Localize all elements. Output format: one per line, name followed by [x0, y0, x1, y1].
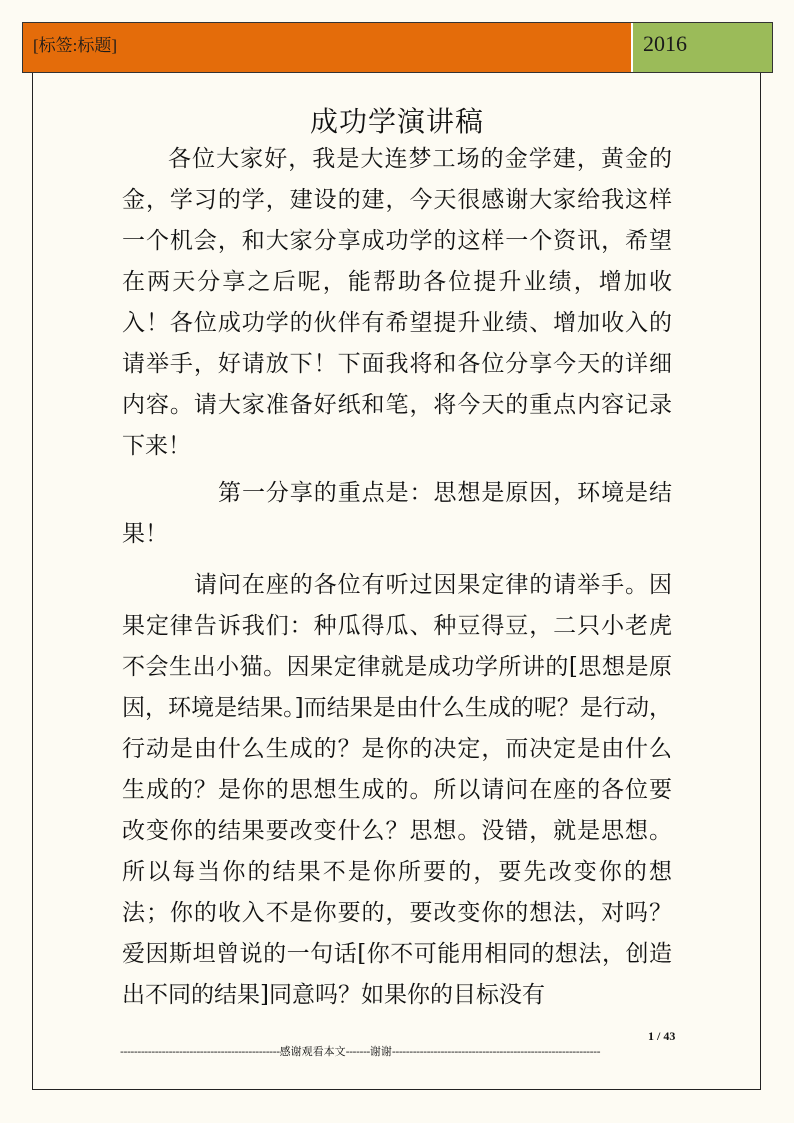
paragraph-cause-effect: 请问在座的各位有听过因果定律的请举手。因果定律告诉我们：种瓜得瓜、种豆得豆，二只小老虎不会生出小猫。因果定律就是成功学所讲的[思想是原因，环境是结果。]而结果是由什么生成的呢？是行动，行动是由什么生成的？是你的决定，而决定是由什么生成的？是你的思想生成的。所以请问在座的各位要改变你的结果要改变什么？思想。没错，就是思想。所以每当你的结果不是你所要的，要先改变你的想法；你的收入不是你要的，要改变你的想法，对吗？爱因斯坦曾说的一句话[你不可能用相同的想法，创造出不同的结果]同意吗？如果你的目标没有	[122, 572, 672, 1008]
footer-dashes-right: ------------------------------------------------------------	[391, 1045, 601, 1058]
header-bar	[22, 22, 773, 73]
header-year: 2016	[643, 31, 687, 56]
footer-line	[120, 1043, 680, 1059]
header-year-band	[633, 23, 772, 72]
paragraph-intro: 各位大家好，我是大连梦工场的金学建，黄金的金，学习的学，建设的建，今天很感谢大家给我这样一个机会，和大家分享成功学的这样一个资讯，希望在两天分享之后呢，能帮助各位提升业绩，增加收入！各位成功学的伙伴有希望提升业绩、增加收入的请举手，好请放下！下面我将和各位分享今天的详细内容。请大家准备好纸和笔，将今天的重点内容记录下来！	[122, 146, 672, 459]
header-tag-band	[23, 23, 633, 72]
footer-dashes-left: ----------------------------------------------	[120, 1045, 280, 1058]
footer-dashes-mid: -------	[345, 1045, 370, 1058]
paragraph-first-point: 第一分享的重点是：思想是原因，环境是结果！	[122, 480, 672, 547]
header-tag: [标签:标题]	[33, 36, 118, 55]
footer-text-thanks-reading: 感谢观看本文	[279, 1045, 346, 1058]
document-body	[122, 139, 672, 1016]
document-title: 成功学演讲稿	[309, 105, 484, 138]
page-number: 1 / 43	[648, 1029, 676, 1043]
footer-text-thanks: 谢谢	[369, 1045, 392, 1058]
